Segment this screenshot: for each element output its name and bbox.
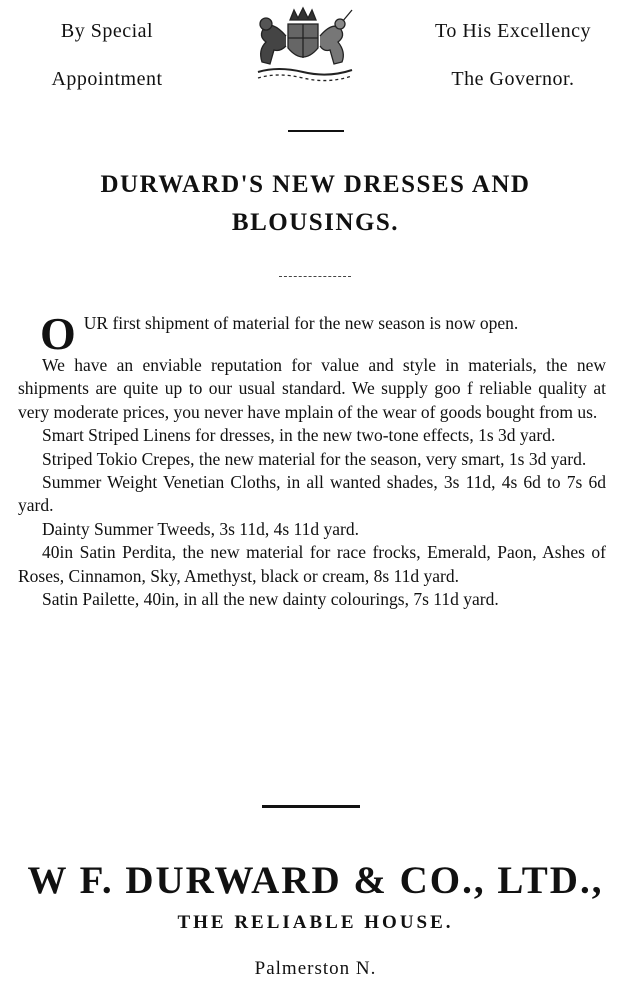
header-right <box>408 18 618 114</box>
paragraph-reputation: We have an enviable reputation for value and style in materials, the new shipments are quite up to our usual standard. We supply goo f reliable quality at very moderate prices, you never have mplain of the wear of goods bought from us. <box>18 355 606 422</box>
firm-name: W F. DURWARD & CO., LTD., <box>27 859 604 902</box>
header-left <box>42 18 172 114</box>
divider-rule <box>288 130 344 132</box>
paragraph-tokio-crepes: Striped Tokio Crepes, the new material for the season, very smart, 1s 3d yard. <box>42 448 587 469</box>
paragraph-intro <box>18 308 606 359</box>
headline <box>40 166 591 242</box>
appointment-text: Appointment <box>51 68 163 90</box>
headline-line-2: BLOUSINGS. <box>231 209 400 236</box>
tagline: THE RELIABLE HOUSE. <box>177 912 454 933</box>
paragraph-summer-tweeds: Dainty Summer Tweeds, 3s 11d, 4s 11d yard. <box>42 518 359 539</box>
paragraph-striped-linens: Smart Striped Linens for dresses, in the new two-tone effects, 1s 3d yard. <box>42 425 556 446</box>
paragraph-satin-pailette: Satin Pailette, 40in, in all the new dainty colourings, 7s 11d yard. <box>42 589 499 610</box>
dotted-divider <box>279 276 351 277</box>
town-name: Palmerston N. <box>254 958 377 979</box>
headline-line-1: DURWARD'S NEW DRESSES AND <box>100 171 531 198</box>
advertisement-body <box>18 308 606 611</box>
his-excellency-text: To His Excellency <box>435 20 591 42</box>
intro-text: UR first shipment of material for the new season is now open. <box>83 313 519 333</box>
royal-coat-of-arms-icon <box>228 6 378 86</box>
paragraph-satin-perdita: 40in Satin Perdita, the new material for race frocks, Emerald, Paon, Ashes of Roses, Cinnamon, Sky, Amethyst, black or cream, 8s 11d yard. <box>18 542 606 586</box>
the-governor-text: The Governor. <box>451 68 575 90</box>
by-special-text: By Special <box>60 20 154 42</box>
dropcap-letter: O <box>40 308 76 359</box>
paragraph-venetian-cloths: Summer Weight Venetian Cloths, in all wanted shades, 3s 11d, 4s 6d to 7s 6d yard. <box>18 472 606 516</box>
footer-divider-rule <box>262 805 360 808</box>
